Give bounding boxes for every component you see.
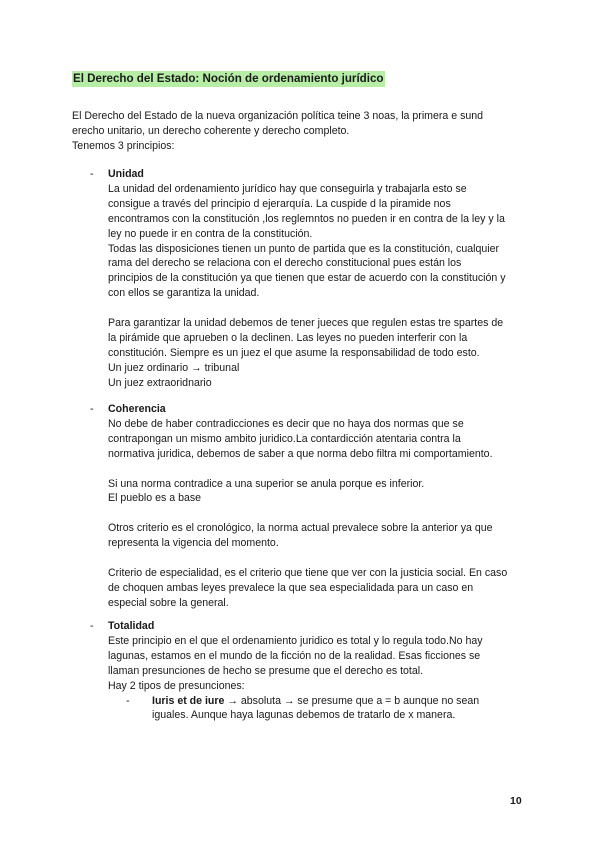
text-line: Hay 2 tipos de presunciones: xyxy=(108,679,245,692)
text-line: Un juez ordinario → tribunal xyxy=(108,361,240,374)
text-line: normativa juridica, debemos de saber a que norma debo filtra mi comportamiento. xyxy=(108,447,493,460)
term-bold: Iuris et de iure xyxy=(152,694,225,707)
principle-coherencia xyxy=(90,402,530,611)
intro-line: Tenemos 3 principios: xyxy=(72,139,175,152)
text-line: principios de la constitución ya que tienen que estar de acuerdo con la constitución y xyxy=(108,272,506,285)
text-line: representa la vigencia del momento. xyxy=(108,537,279,550)
text-line: la pirámide que aprueben o la declinen. Las leyes no pueden interferir con la xyxy=(108,331,468,344)
text-line: lagunas, estamos en el mundo de la ficción no de la realidad. Esas ficciones se xyxy=(108,649,481,662)
text-line: ley no puede ir en contra de la constitución. xyxy=(108,227,313,240)
principle-heading: Coherencia xyxy=(108,403,166,415)
page-title: El Derecho del Estado: Noción de ordenamiento jurídico xyxy=(73,72,384,85)
text-line: contrapongan un mismo ambito juridico.La contardicción atentaria contra la xyxy=(108,432,461,445)
text-line: El pueblo es a base xyxy=(108,492,202,505)
text-line: Otros criterio es el cronológico, la norma actual prevalece sobre la anterior ya que xyxy=(108,522,493,535)
text-line: llaman presunciones de hecho se presume que el derecho es total. xyxy=(108,664,424,677)
text-line: iguales. Aunque haya lagunas debemos de tratarlo de x manera. xyxy=(152,709,456,722)
text-line: La unidad del ordenamiento jurídico hay que conseguirla y trabajarla esto se xyxy=(108,182,467,195)
intro-paragraph xyxy=(72,109,532,154)
page-number: 10 xyxy=(510,795,522,807)
principle-heading: Totalidad xyxy=(108,620,155,632)
intro-line: erecho unitario, un derecho coherente y derecho completo. xyxy=(72,124,350,137)
text-line: Un juez extraoridnario xyxy=(108,376,212,389)
principle-heading: Unidad xyxy=(108,168,144,180)
text-line: encontramos con la constitución ,los reglemntos no pueden ir en contra de la ley y la xyxy=(108,212,505,225)
list-dash: - xyxy=(90,403,94,415)
text-line: Para garantizar la unidad debemos de tener jueces que regulen estas tre spartes de xyxy=(108,317,504,330)
principle-unidad xyxy=(90,167,530,391)
text-line: No debe de haber contradicciones es decir que no haya dos normas que se xyxy=(108,417,464,430)
list-dash: - xyxy=(90,168,94,180)
list-dash: - xyxy=(126,694,130,707)
term-definition: → absoluta → se presume que a = b aunque no sean xyxy=(224,694,480,707)
text-line: Este principio en el que el ordenamiento juridico es total y lo regula todo.No hay xyxy=(108,634,483,647)
text-line: con ellos se garantiza la unidad. xyxy=(108,287,260,300)
text-line: rama del derecho se relaciona con el derecho constitucional pues están los xyxy=(108,257,462,270)
text-line: Si una norma contradice a una superior se anula porque es inferior. xyxy=(108,477,425,490)
list-dash: - xyxy=(90,620,94,632)
intro-line: El Derecho del Estado de la nueva organización política teine 3 noas, la primera e sund xyxy=(72,110,484,122)
text-line: constitución. Siempre es un juez el que asume la responsabilidad de todo esto. xyxy=(108,346,480,359)
text-line: de choquen ambas leyes prevalece la que sea especialidada para un caso en xyxy=(108,581,474,594)
text-line: Criterio de especialidad, es el criterio que tiene que ver con la justicia social. En caso xyxy=(108,566,508,579)
sub-list-item xyxy=(108,694,530,724)
principle-totalidad xyxy=(90,619,530,723)
text-line xyxy=(152,694,530,709)
text-line: especial sobre la general. xyxy=(108,596,229,609)
text-line: Todas las disposiciones tienen un punto de partida que es la constitución, cualquier xyxy=(108,242,500,255)
text-line: consigue a través del principio d ejerarquía. La cuspide d la piramide nos xyxy=(108,197,451,210)
